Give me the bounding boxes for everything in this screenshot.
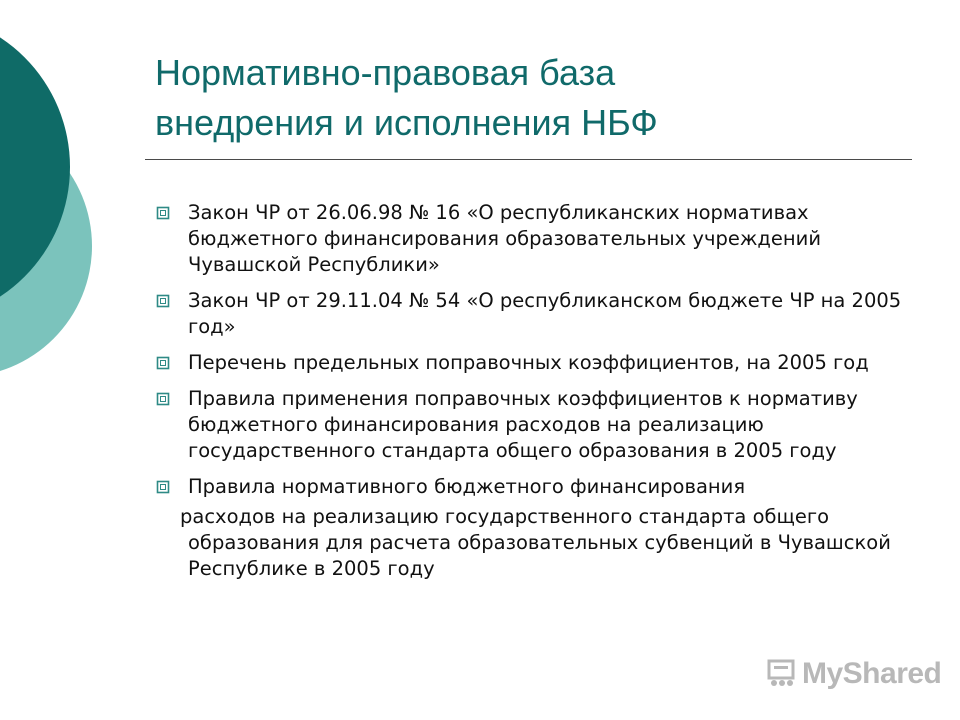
bullet-text: Правила нормативного бюджетного финансирования: [188, 475, 746, 498]
logo-text: MyShared: [802, 657, 942, 690]
myshared-logo: [766, 654, 941, 694]
bullet-text: Правила применения поправочных коэффициентов к нормативу бюджетного финансирования расходов на реализацию государственного стандарта общего образования в 2005 году: [188, 387, 858, 462]
slide-title-line-2: внедрения и исполнения НБФ: [155, 102, 658, 143]
hollow-square-bullet-icon: [156, 356, 170, 370]
bullet-text: Закон ЧР от 26.06.98 № 16 «О республиканских нормативах бюджетного финансирования образовательных учреждений Чувашской Республики»: [188, 201, 821, 276]
hollow-square-bullet-icon: [156, 392, 170, 406]
classroom-board-icon: [766, 658, 798, 690]
title-divider: [145, 159, 912, 160]
hollow-square-bullet-icon: [156, 206, 170, 220]
bullet-text: Перечень предельных поправочных коэффициентов, на 2005 год: [188, 351, 869, 374]
bullet-text: Закон ЧР от 29.11.04 № 54 «О республиканском бюджете ЧР на 2005 год»: [188, 289, 902, 338]
bullet-item: [156, 386, 916, 464]
bullet-item: [156, 200, 916, 278]
bullet-item: [156, 350, 916, 376]
bullet-item: [156, 474, 916, 500]
bullet-list: [156, 200, 916, 582]
continuation-paragraph: расходов на реализацию государственного стандарта общего образования для расчета образовательных субвенций в Чувашской Республике в 2005 году: [180, 505, 891, 580]
hollow-square-bullet-icon: [156, 480, 170, 494]
hollow-square-bullet-icon: [156, 294, 170, 308]
slide-title: [155, 48, 915, 148]
slide-title-line-1: Нормативно-правовая база: [155, 52, 616, 93]
bullet-item: [156, 288, 916, 340]
